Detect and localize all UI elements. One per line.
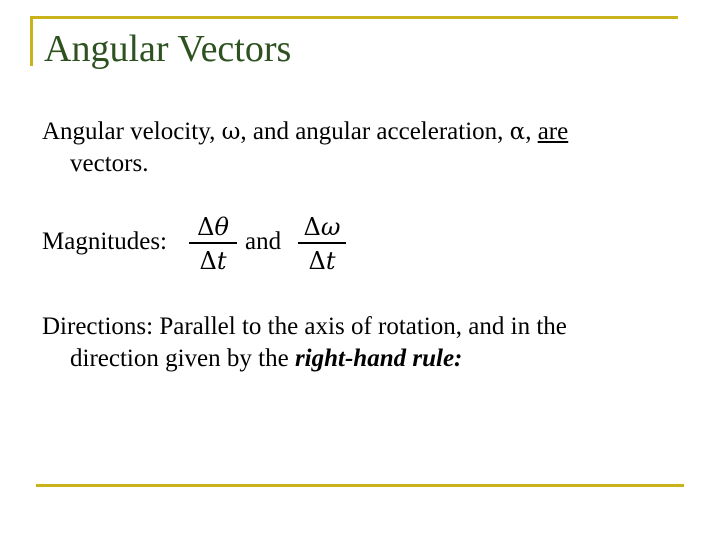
fraction1-denominator <box>189 244 237 276</box>
fraction2-den-t: t <box>325 247 336 275</box>
fraction1-num-theta: θ <box>214 213 229 241</box>
slide-title: Angular Vectors <box>44 28 292 70</box>
fraction2-den-delta: Δ <box>308 247 326 275</box>
alpha-symbol: α <box>509 119 526 145</box>
fraction1-den-t: t <box>216 247 227 275</box>
frame-top-line <box>30 16 678 19</box>
are-word: are <box>537 118 569 145</box>
fraction2-num-omega: ω <box>320 213 341 241</box>
directions-line1: Directions: Parallel to the axis of rotation, and in the <box>42 313 567 340</box>
fraction1-numerator <box>189 212 237 244</box>
para1-text-a: Angular velocity, <box>42 118 222 145</box>
fraction1-den-delta: Δ <box>199 247 217 275</box>
fraction2-numerator <box>298 212 346 244</box>
frame-bottom-line <box>36 484 684 487</box>
fraction-delta-omega-over-delta-t <box>298 212 346 276</box>
fraction2-num-delta: Δ <box>303 213 321 241</box>
right-hand-rule-emphasis: right-hand rule: <box>294 345 463 372</box>
frame-left-line <box>30 16 33 66</box>
fraction1-num-delta: Δ <box>197 213 215 241</box>
para1-text-b: , and angular acceleration, <box>240 118 510 145</box>
directions-line2-text: direction given by the <box>70 345 295 372</box>
paragraph-directions <box>42 311 567 375</box>
fraction-delta-theta-over-delta-t <box>189 212 237 276</box>
para1-line2: vectors. <box>70 150 149 177</box>
directions-line2 <box>42 343 567 375</box>
magnitudes-label: Magnitudes: <box>42 228 167 255</box>
and-word: and <box>245 228 282 255</box>
para1-text-c: , <box>525 118 538 145</box>
omega-symbol: ω <box>221 119 241 145</box>
fraction2-denominator <box>298 244 346 276</box>
paragraph-angular-vectors <box>42 116 568 180</box>
